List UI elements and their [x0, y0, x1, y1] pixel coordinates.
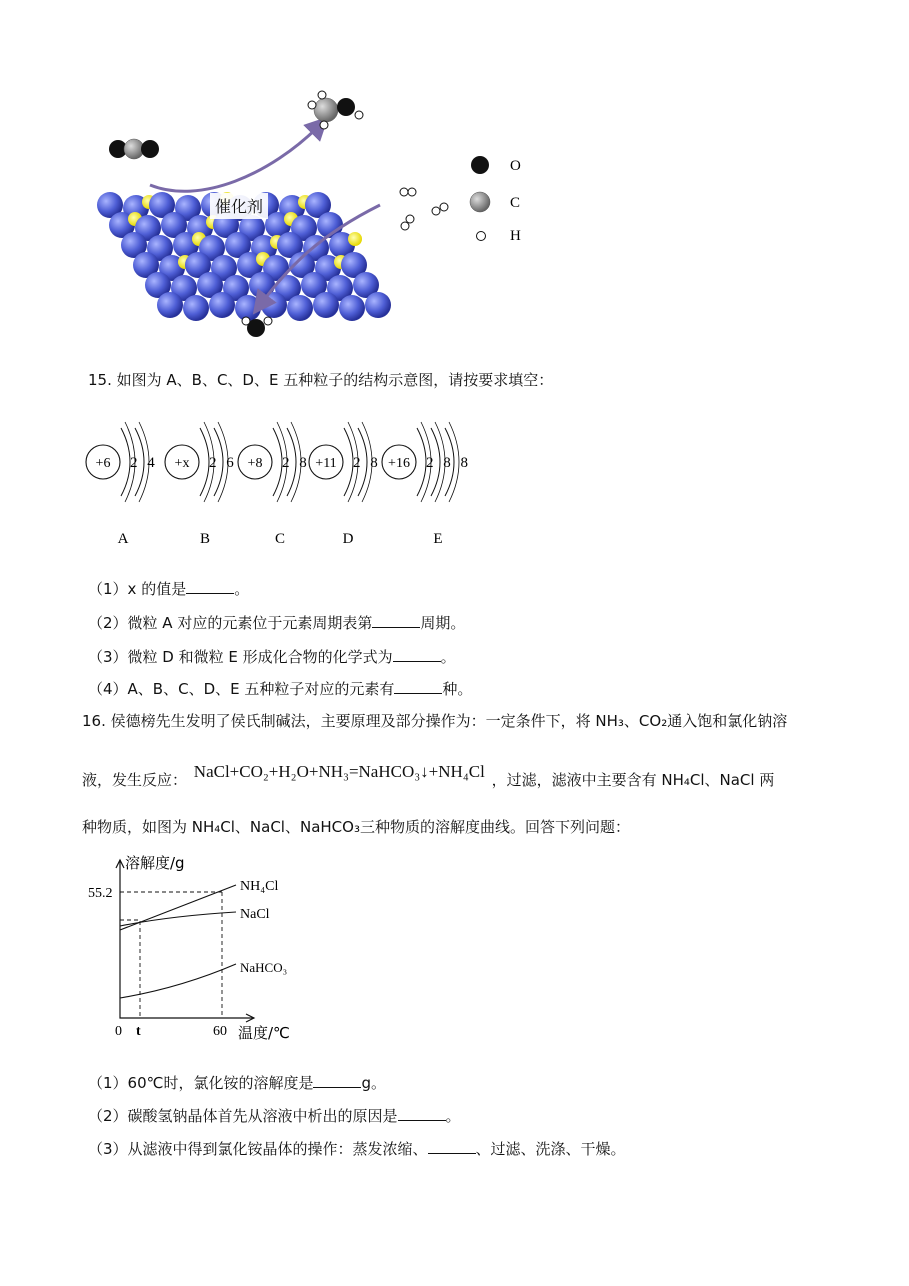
solubility-chart-svg — [80, 848, 320, 1048]
guide-line-t — [120, 920, 140, 1018]
q15-sub4-end: 种。 — [442, 680, 473, 698]
q16-sub2-end: 。 — [445, 1107, 461, 1125]
particle-d — [309, 422, 381, 547]
legend-o-label: O — [510, 158, 521, 174]
atom-legend — [470, 156, 521, 244]
lattice-atom — [287, 295, 313, 321]
answer-blank-q15-1[interactable] — [186, 578, 234, 594]
q16-sub1-end: g。 — [361, 1074, 387, 1092]
lattice-atom — [261, 292, 287, 318]
legend-o-atom — [471, 156, 489, 174]
water-molecule — [242, 317, 272, 337]
q16-line2 — [82, 762, 775, 790]
electron-counts: 2 8 — [282, 455, 310, 471]
particle-label: C — [274, 531, 286, 547]
q15-sub3-text: （3）微粒 D 和微粒 E 形成化合物的化学式为 — [88, 648, 393, 666]
reaction-arrow-co2 — [150, 125, 320, 191]
q16-line2-text: 液，发生反应： — [82, 771, 188, 789]
catalyst-label: 催化剂 — [214, 197, 264, 216]
q16-line3: 种物质，如图为 NH₄Cl、NaCl、NaHCO₃三种物质的溶解度曲线。回答下列问题： — [82, 818, 630, 836]
q15-sub4 — [88, 678, 472, 699]
chart-xtick-t: t — [136, 1024, 141, 1039]
answer-blank-q15-3[interactable] — [393, 646, 441, 662]
chart-xlabel: 温度/℃ — [238, 1024, 290, 1042]
nucleus-charge: +8 — [247, 456, 263, 471]
nucleus-charge: +11 — [315, 456, 337, 471]
q16-sub1-text: （1）60℃时，氯化铵的溶解度是 — [88, 1074, 314, 1092]
q16-line2-end: ，过滤，滤液中主要含有 NH₄Cl、NaCl 两 — [491, 771, 775, 789]
series-label-nahco3: NaHCO₃ — [240, 960, 288, 975]
legend-h-atom — [477, 232, 486, 241]
electron-counts: 2 8 8 — [426, 455, 471, 471]
answer-blank-q15-4[interactable] — [394, 678, 442, 694]
lattice-atom — [313, 292, 339, 318]
electron-counts: 2 4 — [130, 455, 158, 471]
atom-structure-diagrams — [80, 405, 480, 555]
nucleus-charge: +6 — [95, 456, 111, 471]
q15-sub1-end: 。 — [234, 580, 250, 598]
answer-blank-q16-1[interactable] — [313, 1072, 361, 1088]
q15-sub2 — [88, 612, 465, 633]
electron-shell-arc — [417, 428, 426, 496]
lattice-dopant-atom — [348, 232, 362, 246]
legend-c-atom — [470, 192, 490, 212]
co-molecule — [109, 139, 159, 159]
particle-c — [238, 422, 310, 547]
lattice-atom — [339, 295, 365, 321]
series-label-nacl: NaCl — [240, 907, 270, 922]
q15-sub4-text: （4）A、B、C、D、E 五种粒子对应的元素有 — [88, 680, 395, 698]
electron-shell-arc — [273, 428, 282, 496]
q15-sub3-end: 。 — [440, 648, 456, 666]
answer-blank-q16-3[interactable] — [428, 1138, 476, 1154]
chart-xtick-0: 0 — [115, 1024, 122, 1039]
chart-xtick-60: 60 — [213, 1024, 227, 1039]
answer-blank-q16-2[interactable] — [398, 1105, 446, 1121]
series-label-nh4cl: NH₄Cl — [240, 879, 279, 894]
particle-e — [382, 422, 471, 547]
q15-stem: 15. 如图为 A、B、C、D、E 五种粒子的结构示意图，请按要求填空： — [88, 371, 554, 389]
answer-blank-q15-2[interactable] — [372, 612, 420, 628]
hydrogen-molecules — [400, 188, 448, 230]
q16-sub3-text: （3）从滤液中得到氯化铵晶体的操作：蒸发浓缩、 — [88, 1140, 428, 1158]
q15-sub2-end: 周期。 — [420, 614, 466, 632]
catalyst-figure — [80, 85, 540, 345]
particle-label: E — [433, 531, 443, 547]
electron-shell-arc — [121, 428, 130, 496]
particle-b — [165, 422, 237, 547]
lattice-atom — [209, 292, 235, 318]
q16-sub3-end: 、过滤、洗涤、干燥。 — [475, 1140, 626, 1158]
electron-counts: 2 6 — [209, 455, 237, 471]
electron-shell-arc — [200, 428, 209, 496]
product-molecule — [308, 91, 363, 129]
q15-sub2-text: （2）微粒 A 对应的元素位于元素周期表第 — [88, 614, 373, 632]
particle-label: A — [117, 531, 129, 547]
atom-structure-svg — [80, 405, 480, 555]
series-line-nacl — [120, 912, 236, 926]
chart-ytick-55-2: 55.2 — [88, 886, 113, 901]
q16-sub2 — [88, 1105, 461, 1126]
q16-sub2-text: （2）碳酸氢钠晶体首先从溶液中析出的原因是 — [88, 1107, 398, 1125]
lattice-atom — [183, 295, 209, 321]
q16-sub1 — [88, 1072, 386, 1093]
q16-line1: 16. 侯德榜先生发明了侯氏制碱法，主要原理及部分操作为：一定条件下，将 NH₃、CO₂通入饱和氯化钠溶 — [82, 712, 788, 730]
series-line-nahco3 — [120, 964, 236, 998]
catalyst-diagram — [80, 85, 540, 345]
q15-sub1 — [88, 578, 249, 599]
nucleus-charge: +16 — [388, 456, 410, 471]
nucleus-charge: +x — [174, 456, 190, 471]
particle-a — [86, 422, 158, 547]
particle-label: B — [199, 531, 211, 547]
chart-ylabel: 溶解度/g — [125, 854, 185, 872]
particle-label: D — [342, 531, 354, 547]
legend-c-label: C — [510, 195, 521, 211]
electron-shell-arc — [344, 428, 353, 496]
lattice-atom — [365, 292, 391, 318]
legend-h-label: H — [510, 228, 521, 244]
q15-sub3 — [88, 646, 456, 667]
lattice-atom — [157, 292, 183, 318]
q16-sub3 — [88, 1138, 626, 1159]
solubility-chart — [80, 848, 320, 1048]
q15-sub1-text: （1）x 的值是 — [88, 580, 187, 598]
electron-counts: 2 8 — [353, 455, 381, 471]
reaction-equation: NaCl+CO₂+H₂O+NH₃=NaHCO₃↓+NH₄Cl — [193, 762, 485, 781]
